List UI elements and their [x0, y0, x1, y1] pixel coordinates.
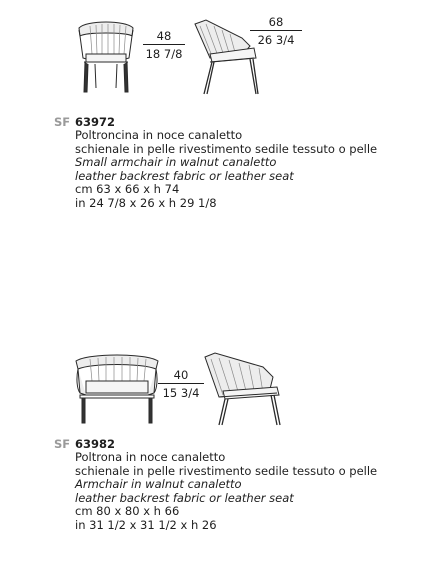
dimensions-in: in 31 1/2 x 31 1/2 x h 26: [75, 517, 217, 532]
description-line-en: Small armchair in walnut canaletto: [75, 155, 277, 170]
dimensions-cm: cm 63 x 66 x h 74: [75, 182, 180, 197]
dimensions-in: in 24 7/8 x 26 x h 29 1/8: [75, 195, 217, 210]
product-prefix: SF: [54, 437, 71, 451]
dimensions-cm: cm 80 x 80 x h 66: [75, 504, 180, 519]
dimension-rule: [143, 44, 185, 45]
dimension-rule: [250, 30, 302, 31]
dimension-depth-in: 15 3/4: [162, 386, 200, 400]
description-line-it: schienale in pelle rivestimento sedile tessuto o pelle: [75, 463, 378, 478]
description-line-en: Armchair in walnut canaletto: [75, 477, 242, 492]
description-line-en: leather backrest fabric or leather seat: [75, 168, 294, 183]
small-armchair-front-view: [76, 18, 136, 98]
dimension-depth-in: 18 7/8: [145, 47, 183, 61]
dimension-seat-in: 26 3/4: [257, 33, 295, 47]
dimension-seat-1: [250, 15, 302, 47]
armchair-front-view: [72, 353, 162, 425]
dimension-depth-1: [143, 29, 185, 61]
dimension-depth-2: [158, 368, 204, 400]
description-line-it: Poltrona in noce canaletto: [75, 450, 226, 464]
product-description: [75, 129, 377, 211]
dimension-depth-cm: 40: [173, 368, 189, 382]
dimension-seat-cm: 68: [268, 15, 284, 29]
product-description: [75, 451, 377, 533]
dimension-depth-cm: 48: [156, 29, 172, 43]
armchair-side-view: [203, 353, 285, 427]
dimension-rule: [158, 383, 204, 384]
product-prefix: SF: [54, 115, 71, 129]
description-line-it: Poltroncina in noce canaletto: [75, 128, 243, 142]
description-line-en: leather backrest fabric or leather seat: [75, 490, 294, 505]
product-code: 63972: [75, 115, 116, 129]
description-line-it: schienale in pelle rivestimento sedile tessuto o pelle: [75, 141, 378, 156]
product-code: 63982: [75, 437, 116, 451]
